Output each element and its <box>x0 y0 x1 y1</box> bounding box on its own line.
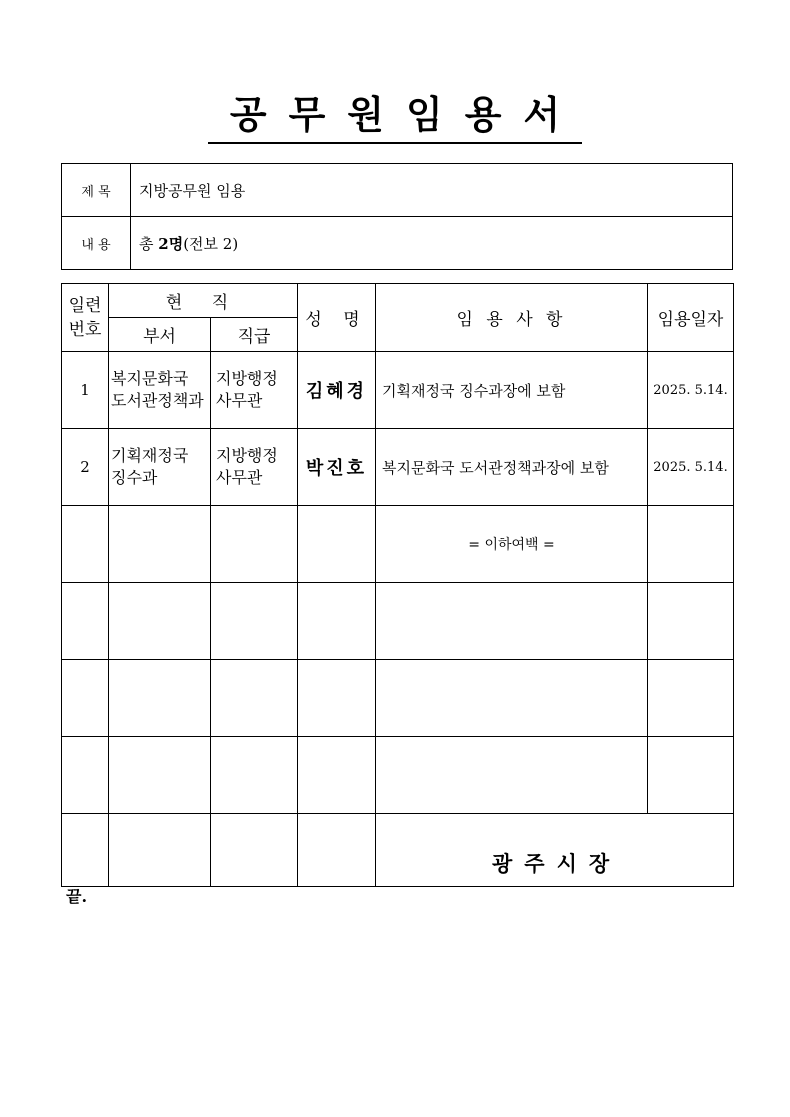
header-date: 임용일자 <box>648 284 734 352</box>
row-dept: 복지문화국 도서관정책과 <box>109 352 211 429</box>
header-current: 현 직 <box>109 284 298 318</box>
summary-table <box>61 163 733 270</box>
blank-note: = 이하여백 = <box>376 506 648 583</box>
header-rank: 직급 <box>211 318 298 352</box>
table-row <box>62 429 734 506</box>
row-no: 1 <box>62 352 109 429</box>
row-rank: 지방행정 사무관 <box>211 429 298 506</box>
row-rank: 지방행정 사무관 <box>211 352 298 429</box>
row-dept: 기획재정국 징수과 <box>109 429 211 506</box>
appointment-table <box>61 283 734 887</box>
table-row-blank <box>62 506 734 583</box>
table-row-issuer <box>62 814 734 887</box>
content-value: 총 2명(전보 2) <box>131 217 733 270</box>
issuer-name: 광주시장 <box>376 814 734 887</box>
row-date: 2025. 5.14. <box>648 429 734 506</box>
document-title: 공무원임용서 <box>0 92 790 144</box>
row-appointment: 복지문화국 도서관정책과장에 보함 <box>376 429 648 506</box>
row-appointment: 기획재정국 징수과장에 보함 <box>376 352 648 429</box>
subject-label: 제 목 <box>62 164 131 217</box>
header-appointment: 임 용 사 항 <box>376 284 648 352</box>
content-label: 내 용 <box>62 217 131 270</box>
row-date: 2025. 5.14. <box>648 352 734 429</box>
row-no: 2 <box>62 429 109 506</box>
row-name: 박진호 <box>298 429 376 506</box>
header-name: 성 명 <box>298 284 376 352</box>
end-mark: 끝. <box>66 887 88 906</box>
row-name: 김혜경 <box>298 352 376 429</box>
header-serial: 일련 번호 <box>62 284 109 352</box>
table-row <box>62 352 734 429</box>
table-row-empty <box>62 583 734 660</box>
table-row-empty <box>62 737 734 814</box>
table-row-empty <box>62 660 734 737</box>
subject-value: 지방공무원 임용 <box>131 164 733 217</box>
header-dept: 부서 <box>109 318 211 352</box>
